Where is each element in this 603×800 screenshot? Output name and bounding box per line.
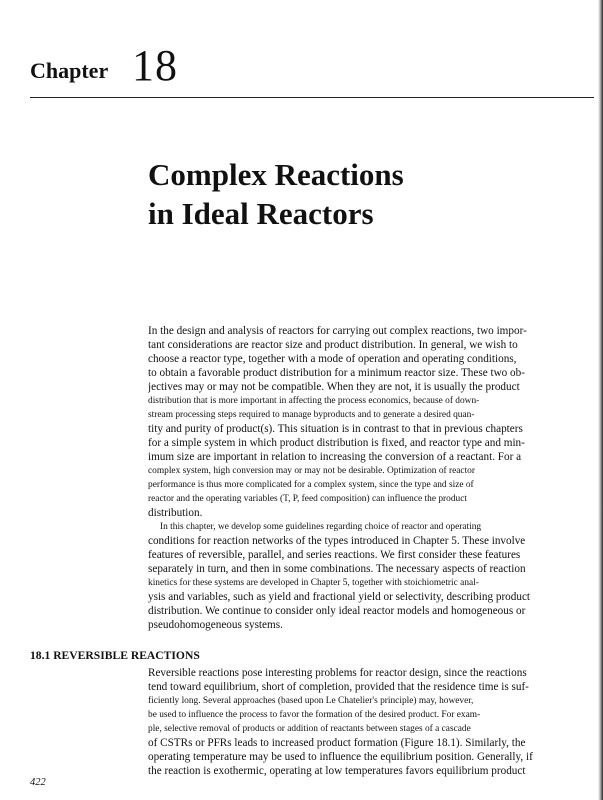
text-line: distribution that is more important in affecting the process economics, because of down- [148, 396, 480, 406]
chapter-number: 18 [132, 41, 178, 90]
text-line: imum size are important in relation to increasing the conversion of a reactant. For a [148, 451, 522, 463]
header-rule [30, 97, 594, 98]
text-line: reactor and the operating variables (T, P, feed composition) can influence the product [148, 494, 467, 504]
text-line: conditions for reaction networks of the types introduced in Chapter 5. These involve [148, 535, 526, 547]
text-line: ysis and variables, such as yield and fractional yield or selectivity, describing product [148, 591, 531, 603]
text-line: tend toward equilibrium, short of completion, provided that the residence time is suf- [148, 681, 529, 693]
chapter-title-line-2: in Ideal Reactors [148, 196, 374, 231]
scan-edge [598, 0, 603, 800]
intro-paragraph-2 [148, 520, 566, 632]
section-heading: 18.1 REVERSIBLE REACTIONS [30, 649, 200, 662]
text-line: Reversible reactions pose interesting problems for reactor design, since the reactions [148, 667, 527, 679]
text-line: pseudohomogeneous systems. [148, 619, 283, 631]
text-line: tity and purity of product(s). This situation is in contrast to that in previous chapters [148, 423, 523, 435]
chapter-title-line-1: Complex Reactions [148, 157, 404, 192]
text-line: kinetics for these systems are developed in Chapter 5, together with stoichiometric anal- [148, 578, 479, 588]
text-line: features of reversible, parallel, and series reactions. We first consider these features [148, 549, 521, 561]
chapter-label: Chapter [30, 58, 109, 83]
text-line: separately in turn, and then in some combinations. The necessary aspects of reaction [148, 563, 526, 575]
text-line: ple, selective removal of products or addition of reactants between stages of a cascade [148, 724, 471, 734]
text-line: tant considerations are reactor size and product distribution. In general, we wish to [148, 339, 518, 351]
text-line: for a simple system in which product distribution is fixed, and reactor type and min- [148, 437, 525, 449]
chapter-title [148, 155, 404, 233]
text-line: be used to influence the process to favor the formation of the desired product. For exam- [148, 710, 481, 720]
text-line: the reaction is exothermic, operating at low temperatures favors equilibrium product [148, 765, 526, 777]
text-line: jectives may or may not be compatible. When they are not, it is usually the product [148, 381, 520, 393]
text-line: distribution. [148, 507, 203, 519]
text-line: operating temperature may be used to influence the equilibrium position. Generally, if [148, 751, 533, 763]
text-line: of CSTRs or PFRs leads to increased product formation (Figure 18.1). Similarly, the [148, 737, 526, 749]
text-line: ficiently long. Several approaches (based upon Le Chatelier's principle) may, however, [148, 696, 474, 706]
text-line: distribution. We continue to consider only ideal reactor models and homogeneous or [148, 605, 526, 617]
text-line: stream processing steps required to manage byproducts and to generate a desired quan- [148, 410, 475, 420]
text-line: choose a reactor type, together with a mode of operation and operating conditions, [148, 353, 517, 365]
text-line: performance is thus more complicated for a complex system, since the type and size of [148, 480, 474, 490]
text-line: complex system, high conversion may or may not be desirable. Optimization of reactor [148, 466, 475, 476]
page-number: 422 [30, 777, 46, 788]
text-line: to obtain a favorable product distribution for a minimum reactor size. These two ob- [148, 367, 525, 379]
intro-paragraph-1 [148, 324, 566, 520]
text-line: In this chapter, we develop some guidelines regarding choice of reactor and operating [160, 522, 482, 532]
section-paragraph [148, 666, 566, 778]
text-line: In the design and analysis of reactors for carrying out complex reactions, two impor- [148, 325, 527, 337]
